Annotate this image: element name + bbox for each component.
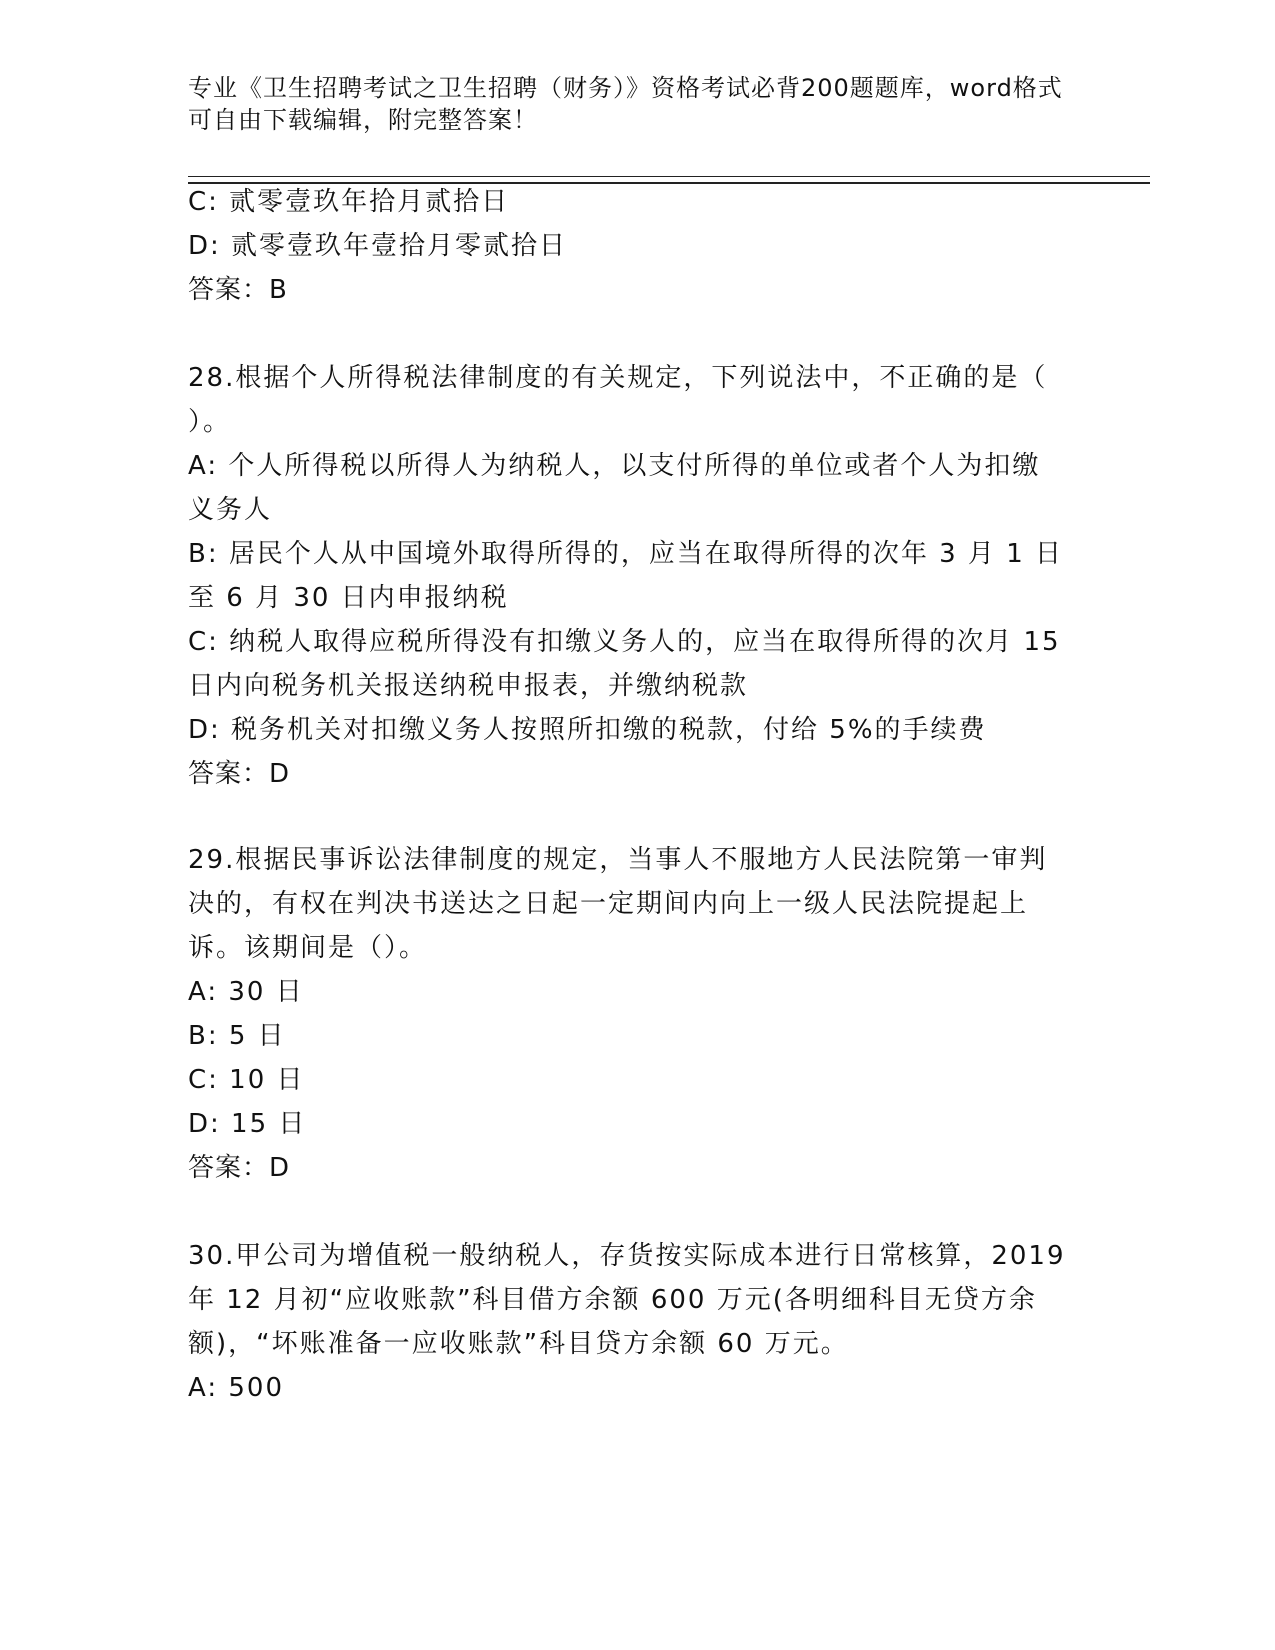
q27-option-d: D: 贰零壹玖年壹拾月零贰拾日 [188,231,568,261]
q28-stem-line-2: ）。 [188,407,232,437]
q29-option-d: D: 15 日 [188,1109,307,1139]
q28-option-c-line-1: C: 纳税人取得应税所得没有扣缴义务人的，应当在取得所得的次月 15 [188,627,1061,657]
q28-stem-line-1: 28.根据个人所得税法律制度的有关规定，下列说法中，不正确的是（ [188,363,1048,393]
q28-option-a-line-1: A: 个人所得税以所得人为纳税人，以支付所得的单位或者个人为扣缴 [188,451,1041,481]
q27-answer: 答案：B [188,275,288,305]
q30-stem-line-1: 30.甲公司为增值税一般纳税人，存货按实际成本进行日常核算，2019 [188,1241,1066,1271]
q29-option-a: A: 30 日 [188,977,304,1007]
q28-option-b-line-1: B: 居民个人从中国境外取得所得的，应当在取得所得的次年 3 月 1 日 [188,539,1064,569]
q30-option-a: A: 500 [188,1373,284,1403]
q29-option-b: B: 5 日 [188,1021,286,1051]
q28-option-d: D: 税务机关对扣缴义务人按照所扣缴的税款，付给 5%的手续费 [188,715,987,745]
q28-option-a-line-2: 义务人 [188,495,273,525]
header-divider-thin [188,176,1150,177]
header-title-line-1: 专业《卫生招聘考试之卫生招聘（财务）》资格考试必背200题题库，word格式 [188,74,1063,102]
header-title-line-2: 可自由下载编辑，附完整答案！ [188,106,538,134]
q28-answer: 答案：D [188,759,291,789]
q28-option-b-line-2: 至 6 月 30 日内申报纳税 [188,583,509,613]
q29-option-c: C: 10 日 [188,1065,305,1095]
q29-stem-line-1: 29.根据民事诉讼法律制度的规定，当事人不服地方人民法院第一审判 [188,845,1048,875]
q28-option-c-line-2: 日内向税务机关报送纳税申报表，并缴纳税款 [188,671,749,701]
document-header [188,72,1088,136]
q27-option-c: C: 贰零壹玖年拾月贰拾日 [188,187,510,217]
q30-stem-line-2: 年 12 月初“应收账款”科目借方余额 600 万元(各明细科目无贷方余 [188,1285,1037,1315]
q30-stem-line-3: 额)，“坏账准备一应收账款”科目贷方余额 60 万元。 [188,1329,849,1359]
q29-stem-line-3: 诉。该期间是（）。 [188,933,428,963]
q29-answer: 答案：D [188,1153,291,1183]
q29-stem-line-2: 决的，有权在判决书送达之日起一定期间内向上一级人民法院提起上 [188,889,1029,919]
